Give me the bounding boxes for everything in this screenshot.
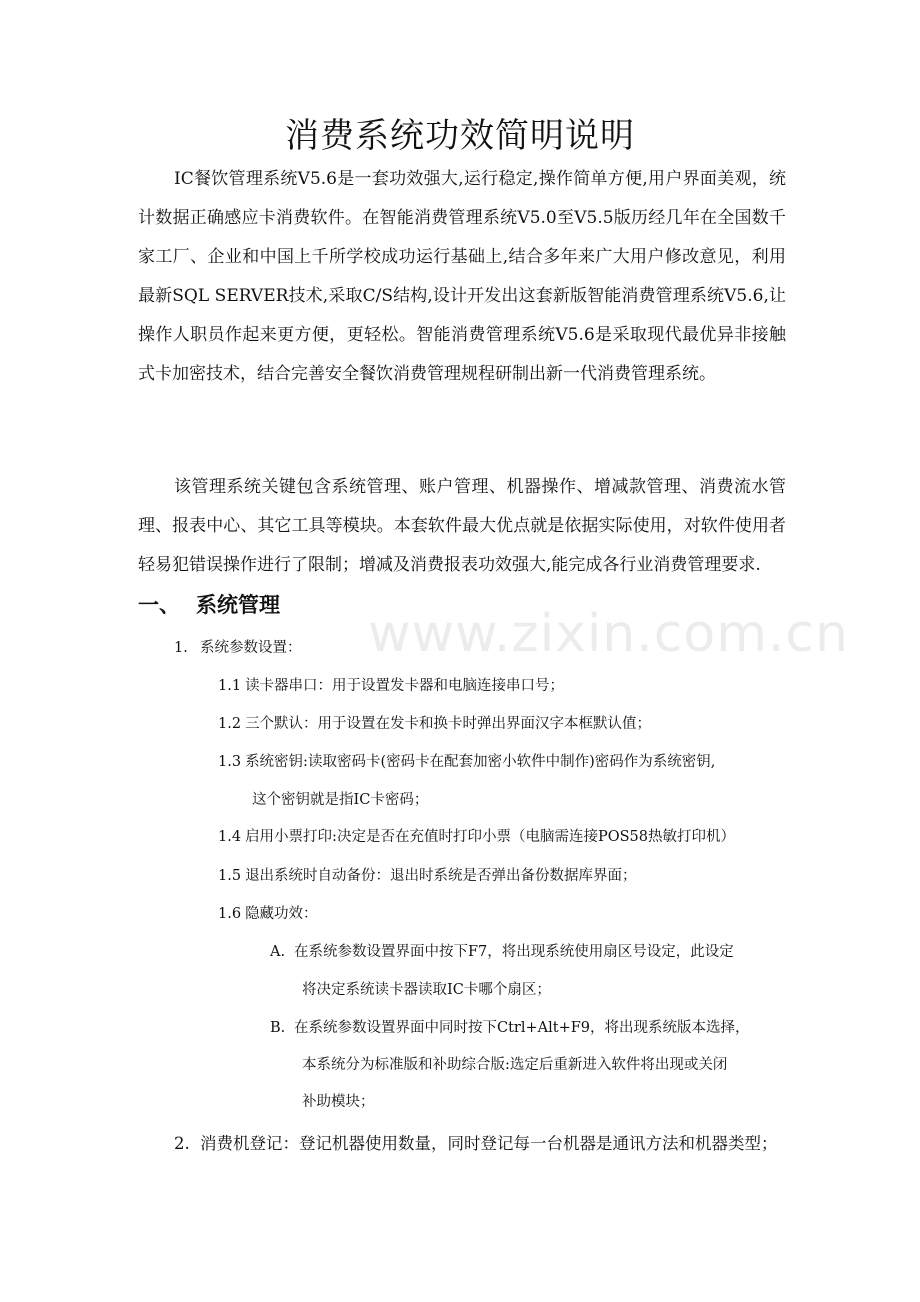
subitem-1-4 [218,821,788,854]
hidden-item-line: 在系统参数设置界面中按下F7，将出现系统使用扇区号设定，此设定 [294,944,734,960]
section-title: 系统管理 [196,593,280,617]
subitem-text: 退出系统时自动备份：退出时系统是否弹出备份数据库界面； [245,868,637,884]
hidden-item-line: 补助模块； [302,1094,375,1110]
subitem-1-5 [218,860,788,893]
modules-paragraph: 该管理系统关键包含系统管理、账户管理、机器操作、增减款管理、消费流水管理、报表中心、其它工具等模块。本套软件最大优点就是依据实际使用，对软件使用者轻易犯错误操作进行了限制；增减及消费报表功效强大,能完成各行业消费管理要求. [138,477,786,575]
subitem-number: 1.3 [218,754,242,770]
subitem-1-6 [218,898,788,931]
subitem-continuation: 这个密钥就是指IC卡密码； [252,792,429,808]
subitem-text: 启用小票打印:决定是否在充值时打印小票（电脑需连接POS58热敏打印机） [245,829,735,845]
item-label: 消费机登记： [200,1134,299,1153]
item-number: 2. [174,1134,190,1153]
subitem-number: 1.5 [218,868,242,884]
watermark: www.zixin.com.cn [368,604,849,664]
hidden-item-number: A. [270,944,286,960]
hidden-item-line: 将决定系统读卡器读取IC卡哪个扇区； [302,982,551,998]
subitem-text: 隐藏功效： [245,906,318,922]
hidden-item-line: 在系统参数设置界面中同时按下Ctrl+Alt+F9，将出现系统版本选择， [294,1020,750,1036]
subitem-1-2 [218,708,788,741]
hidden-item-line: 本系统分为标准版和补助综合版:选定后重新进入软件将出现或关闭 [302,1057,728,1073]
page-title: 消费系统功效简明说明 [285,116,635,156]
hidden-item-number: B. [270,1020,286,1036]
subitem-number: 1.1 [218,678,242,694]
intro-paragraph: IC餐饮管理系统V5.6是一套功效强大,运行稳定,操作简单方便,用户界面美观，统计数据正确感应卡消费软件。在智能消费管理系统V5.0至V5.5版历经几年在全国数千家工厂、企业和中国上千所学校成功运行基础上,结合多年来广大用户修改意见，利用最新SQL SERVER技术,采取C/S结构,设计开发出这套新版智能消费管理系统V5.6,让操作人职员作起来更方便，更轻松。智能消费管理系统V5.6是采取现代最优异非接触式卡加密技术，结合完善安全餐饮消费管理规程研制出新一代消费管理系统。 [138,169,786,384]
hidden-item-b [270,1012,788,1119]
subitem-text: 读卡器串口：用于设置发卡器和电脑连接串口号； [245,678,565,694]
item-label: 系统参数设置： [200,640,302,656]
subitem-number: 1.6 [218,906,242,922]
section-heading-system-management [138,585,280,625]
item-text: 登记机器使用数量，同时登记每一台机器是通讯方法和机器类型； [299,1134,778,1153]
subitem-1-3 [218,746,788,817]
subitem-text: 三个默认：用于设置在发卡和换卡时弹出界面汉字本框默认值； [245,716,652,732]
list-item-pos-registration [174,1127,778,1161]
section-number: 一、 [138,593,180,617]
subitem-number: 1.2 [218,716,242,732]
subitem-text: 系统密钥:读取密码卡(密码卡在配套加密小软件中制作)密码作为系统密钥, [245,754,716,770]
subitem-number: 1.4 [218,829,242,845]
item-number: 1. [174,640,188,656]
list-item-system-params [174,632,302,665]
subitem-1-1 [218,670,788,703]
hidden-item-a [270,936,788,1007]
